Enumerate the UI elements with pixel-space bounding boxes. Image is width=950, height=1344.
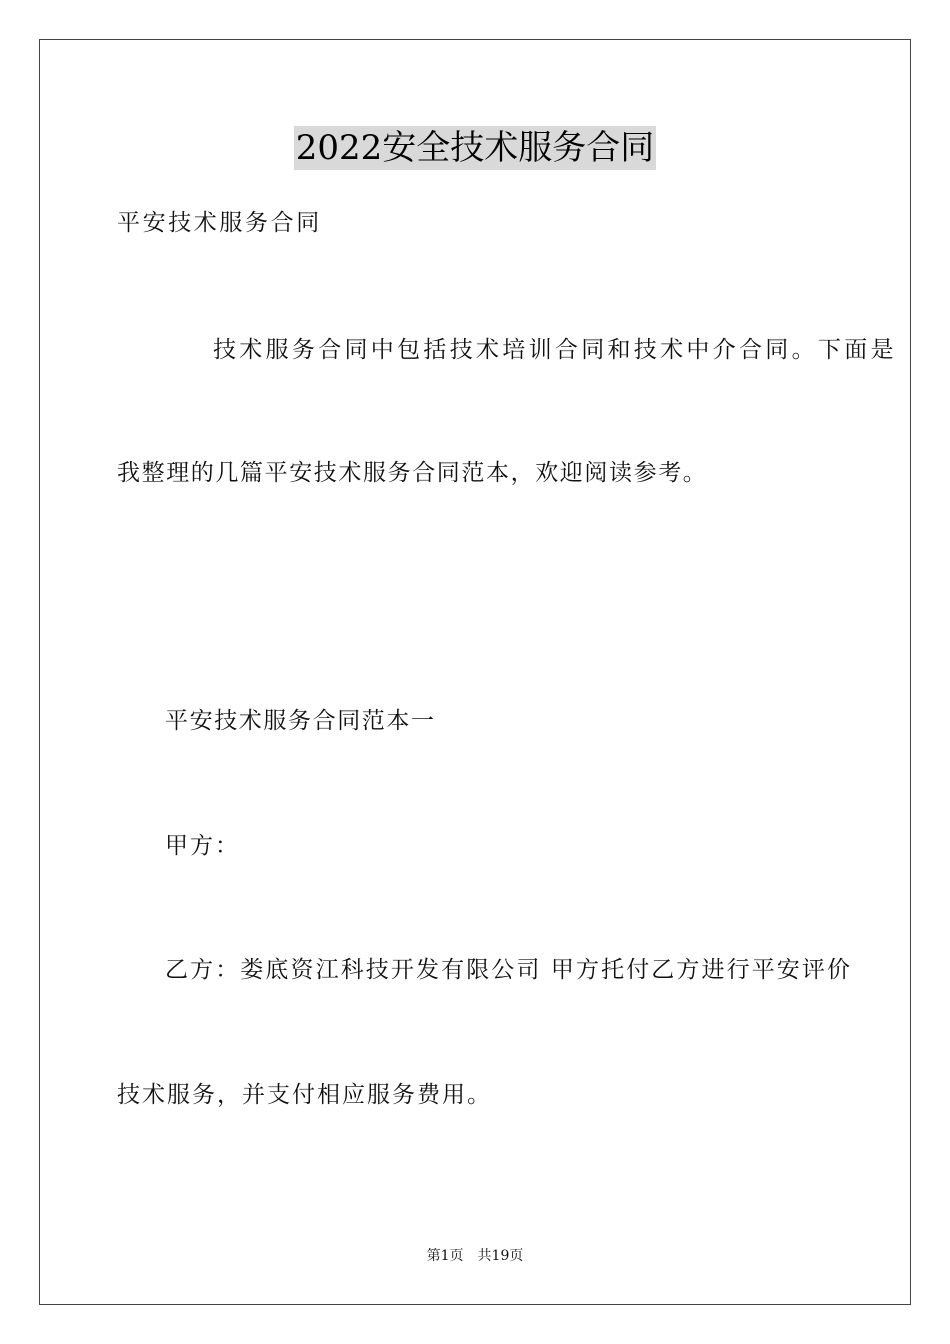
body-paragraph-2: 技术服务合同中包括技术培训合同和技术中介合同。下面是	[213, 337, 897, 363]
body-paragraph-6: 乙方：娄底资江科技开发有限公司 甲方托付乙方进行平安评价	[165, 957, 853, 983]
page-footer	[0, 1246, 950, 1266]
page-number: 第1页	[426, 1248, 464, 1264]
body-paragraph-3: 我整理的几篇平安技术服务合同范本，欢迎阅读参考。	[117, 460, 708, 486]
page-total: 共19页	[477, 1248, 524, 1264]
body-paragraph-4: 平安技术服务合同范本一	[165, 708, 436, 734]
document-title: 2022安全技术服务合同	[295, 128, 655, 168]
body-paragraph-7: 技术服务，并支付相应服务费用。	[117, 1082, 492, 1108]
body-paragraph-1: 平安技术服务合同	[117, 210, 322, 236]
title-container	[0, 126, 950, 170]
body-paragraph-5: 甲方：	[165, 833, 240, 859]
